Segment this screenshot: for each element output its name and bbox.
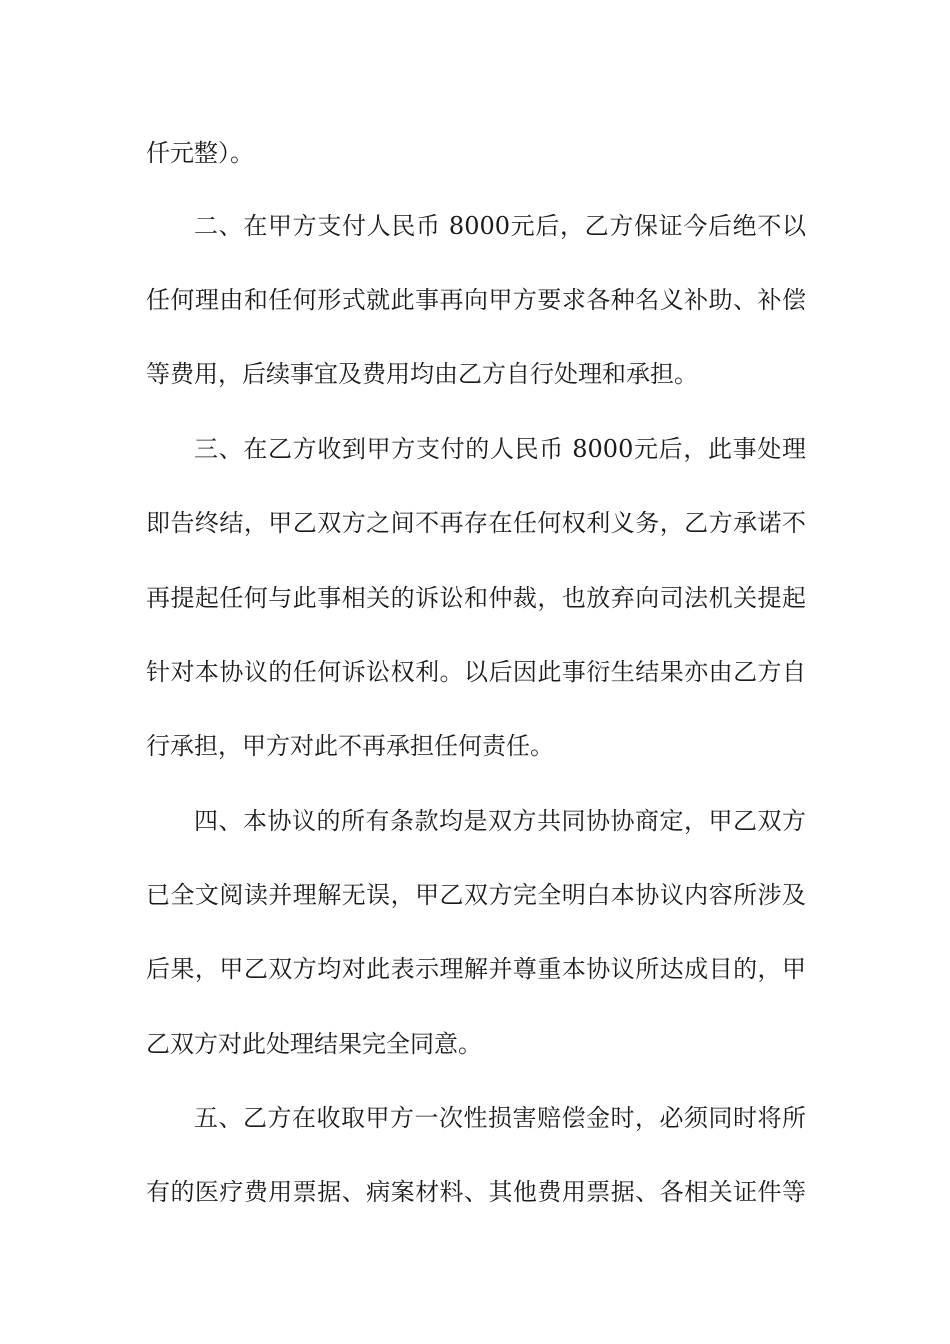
clause-4-first-line: 四、本协议的所有条款均是双方共同协协商定，甲乙双方 — [194, 807, 806, 835]
text-line: 乙双方对此处理结果完全同意。 — [146, 1030, 482, 1058]
text-line: 即告终结，甲乙双方之间不再存在任何权利义务，乙方承诺不 — [146, 509, 806, 537]
text-line: 后果，甲乙双方均对此表示理解并尊重本协议所达成目的，甲 — [146, 955, 806, 983]
text-line: 行承担，甲方对此不再承担任何责任。 — [146, 732, 554, 760]
text-line: 等费用，后续事宜及费用均由乙方自行处理和承担。 — [146, 360, 698, 388]
text-line: 任何理由和任何形式就此事再向甲方要求各种名义补助、补偿 — [146, 286, 806, 314]
text-line: 仟元整）。 — [146, 139, 254, 167]
text-line: 再提起任何与此事相关的诉讼和仲裁，也放弃向司法机关提起 — [146, 584, 806, 612]
text-line: 有的医疗费用票据、病案材料、其他费用票据、各相关证件等 — [146, 1178, 806, 1206]
clause-3-first-line: 三、在乙方收到甲方支付的人民币 8000元后，此事处理 — [194, 435, 806, 463]
clause-5-first-line: 五、乙方在收取甲方一次性损害赔偿金时，必须同时将所 — [194, 1104, 806, 1132]
text-line: 针对本协议的任何诉讼权利。以后因此事衍生结果亦由乙方自 — [146, 658, 806, 686]
text-line: 已全文阅读并理解无误，甲乙双方完全明白本协议内容所涉及 — [146, 881, 806, 909]
clause-2-first-line: 二、在甲方支付人民币 8000元后，乙方保证今后绝不以 — [194, 212, 806, 240]
